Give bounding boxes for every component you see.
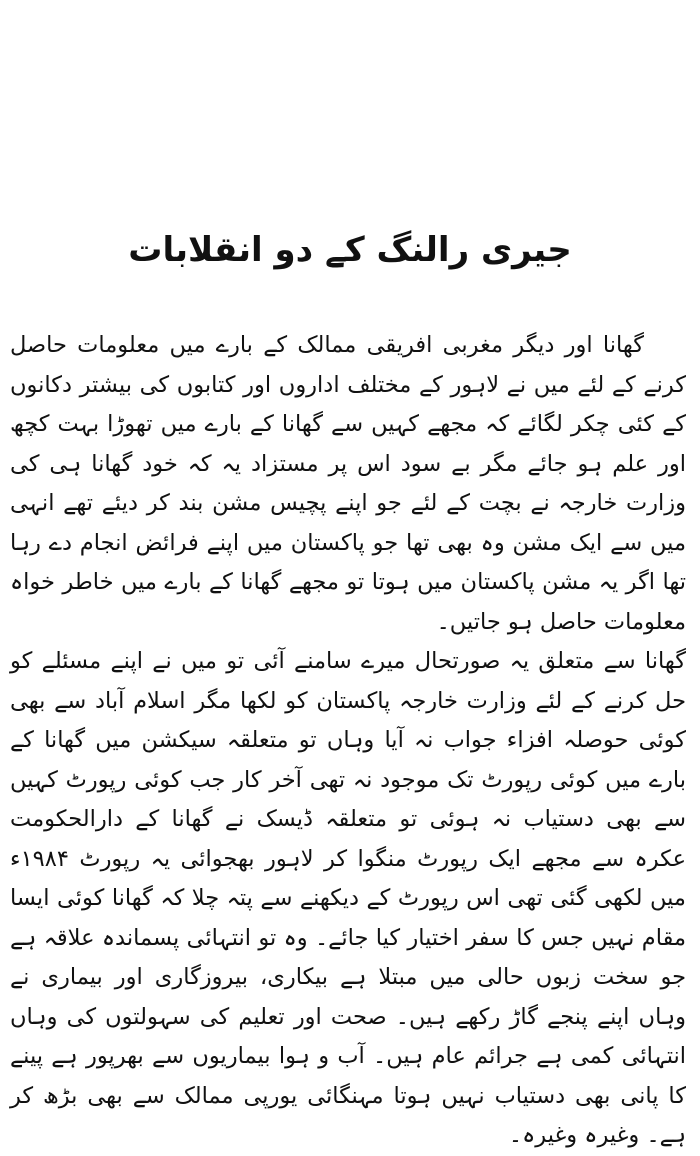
document-body bbox=[10, 326, 686, 1156]
page-title: جیری رالنگ کے دو انقلابات bbox=[128, 230, 572, 270]
paragraph-2: گھانا سے متعلق یہ صورتحال میرے سامنے آئی تو میں نے اپنے مسئلے کو حل کرنے کے لئے وزارت خارجہ پاکستان کو لکھا مگر اسلام آباد سے بھی کوئی حوصلہ افزاء جواب نہ آیا وہاں تو متعلقہ سیکشن میں گھانا کے بارے میں کوئی رپورٹ تک موجود نہ تھی آخر کار جب کوئی رپورٹ کہیں سے بھی دستیاب نہ ہوئی تو متعلقہ ڈیسک نے گھانا کے دارالحکومت عکرہ سے مجھے ایک رپورٹ منگوا کر لاہور بھجوائی یہ رپورٹ ۱۹۸۴ء میں لکھی گئی تھی اس رپورٹ کے دیکھنے سے پتہ چلا کہ گھانا کوئی ایسا مقام نہیں جس کا سفر اختیار کیا جائے۔ وہ تو انتہائی پسماندہ علاقہ ہے جو سخت زبوں حالی میں مبتلا ہے بیکاری، بیروزگاری اور بیماری نے وہاں اپنے پنجے گاڑ رکھے ہیں۔ صحت اور تعلیم کی سہولتوں کی وہاں انتہائی کمی ہے جرائم عام ہیں۔ آب و ہوا بیماریوں سے بھرپور ہے پینے کا پانی بھی دستیاب نہیں ہوتا مہنگائی یورپی ممالک سے بھی بڑھ کر ہے۔ وغیرہ وغیرہ۔ bbox=[10, 648, 686, 1148]
paragraph-1: گھانا اور دیگر مغربی افریقی ممالک کے بارے میں معلومات حاصل کرنے کے لئے میں نے لاہور کے مختلف اداروں اور کتابوں کی بیشتر دکانوں کے کئی چکر لگائے کہ مجھے کہیں سے گھانا کے بارے میں تھوڑا بہت کچھ اور علم ہو جائے مگر بے سود اس پر مستزاد یہ کہ خود گھانا ہی کی وزارت خارجہ نے بچت کے لئے جو اپنے پچیس مشن بند کر دیئے تھے انہی میں سے ایک مشن وہ بھی تھا جو پاکستان میں اپنے فرائض انجام دے رہا تھا اگر یہ مشن پاکستان میں ہوتا تو مجھے گھانا کے بارے میں خاطر خواہ معلومات حاصل ہو جاتیں۔ bbox=[10, 332, 686, 635]
